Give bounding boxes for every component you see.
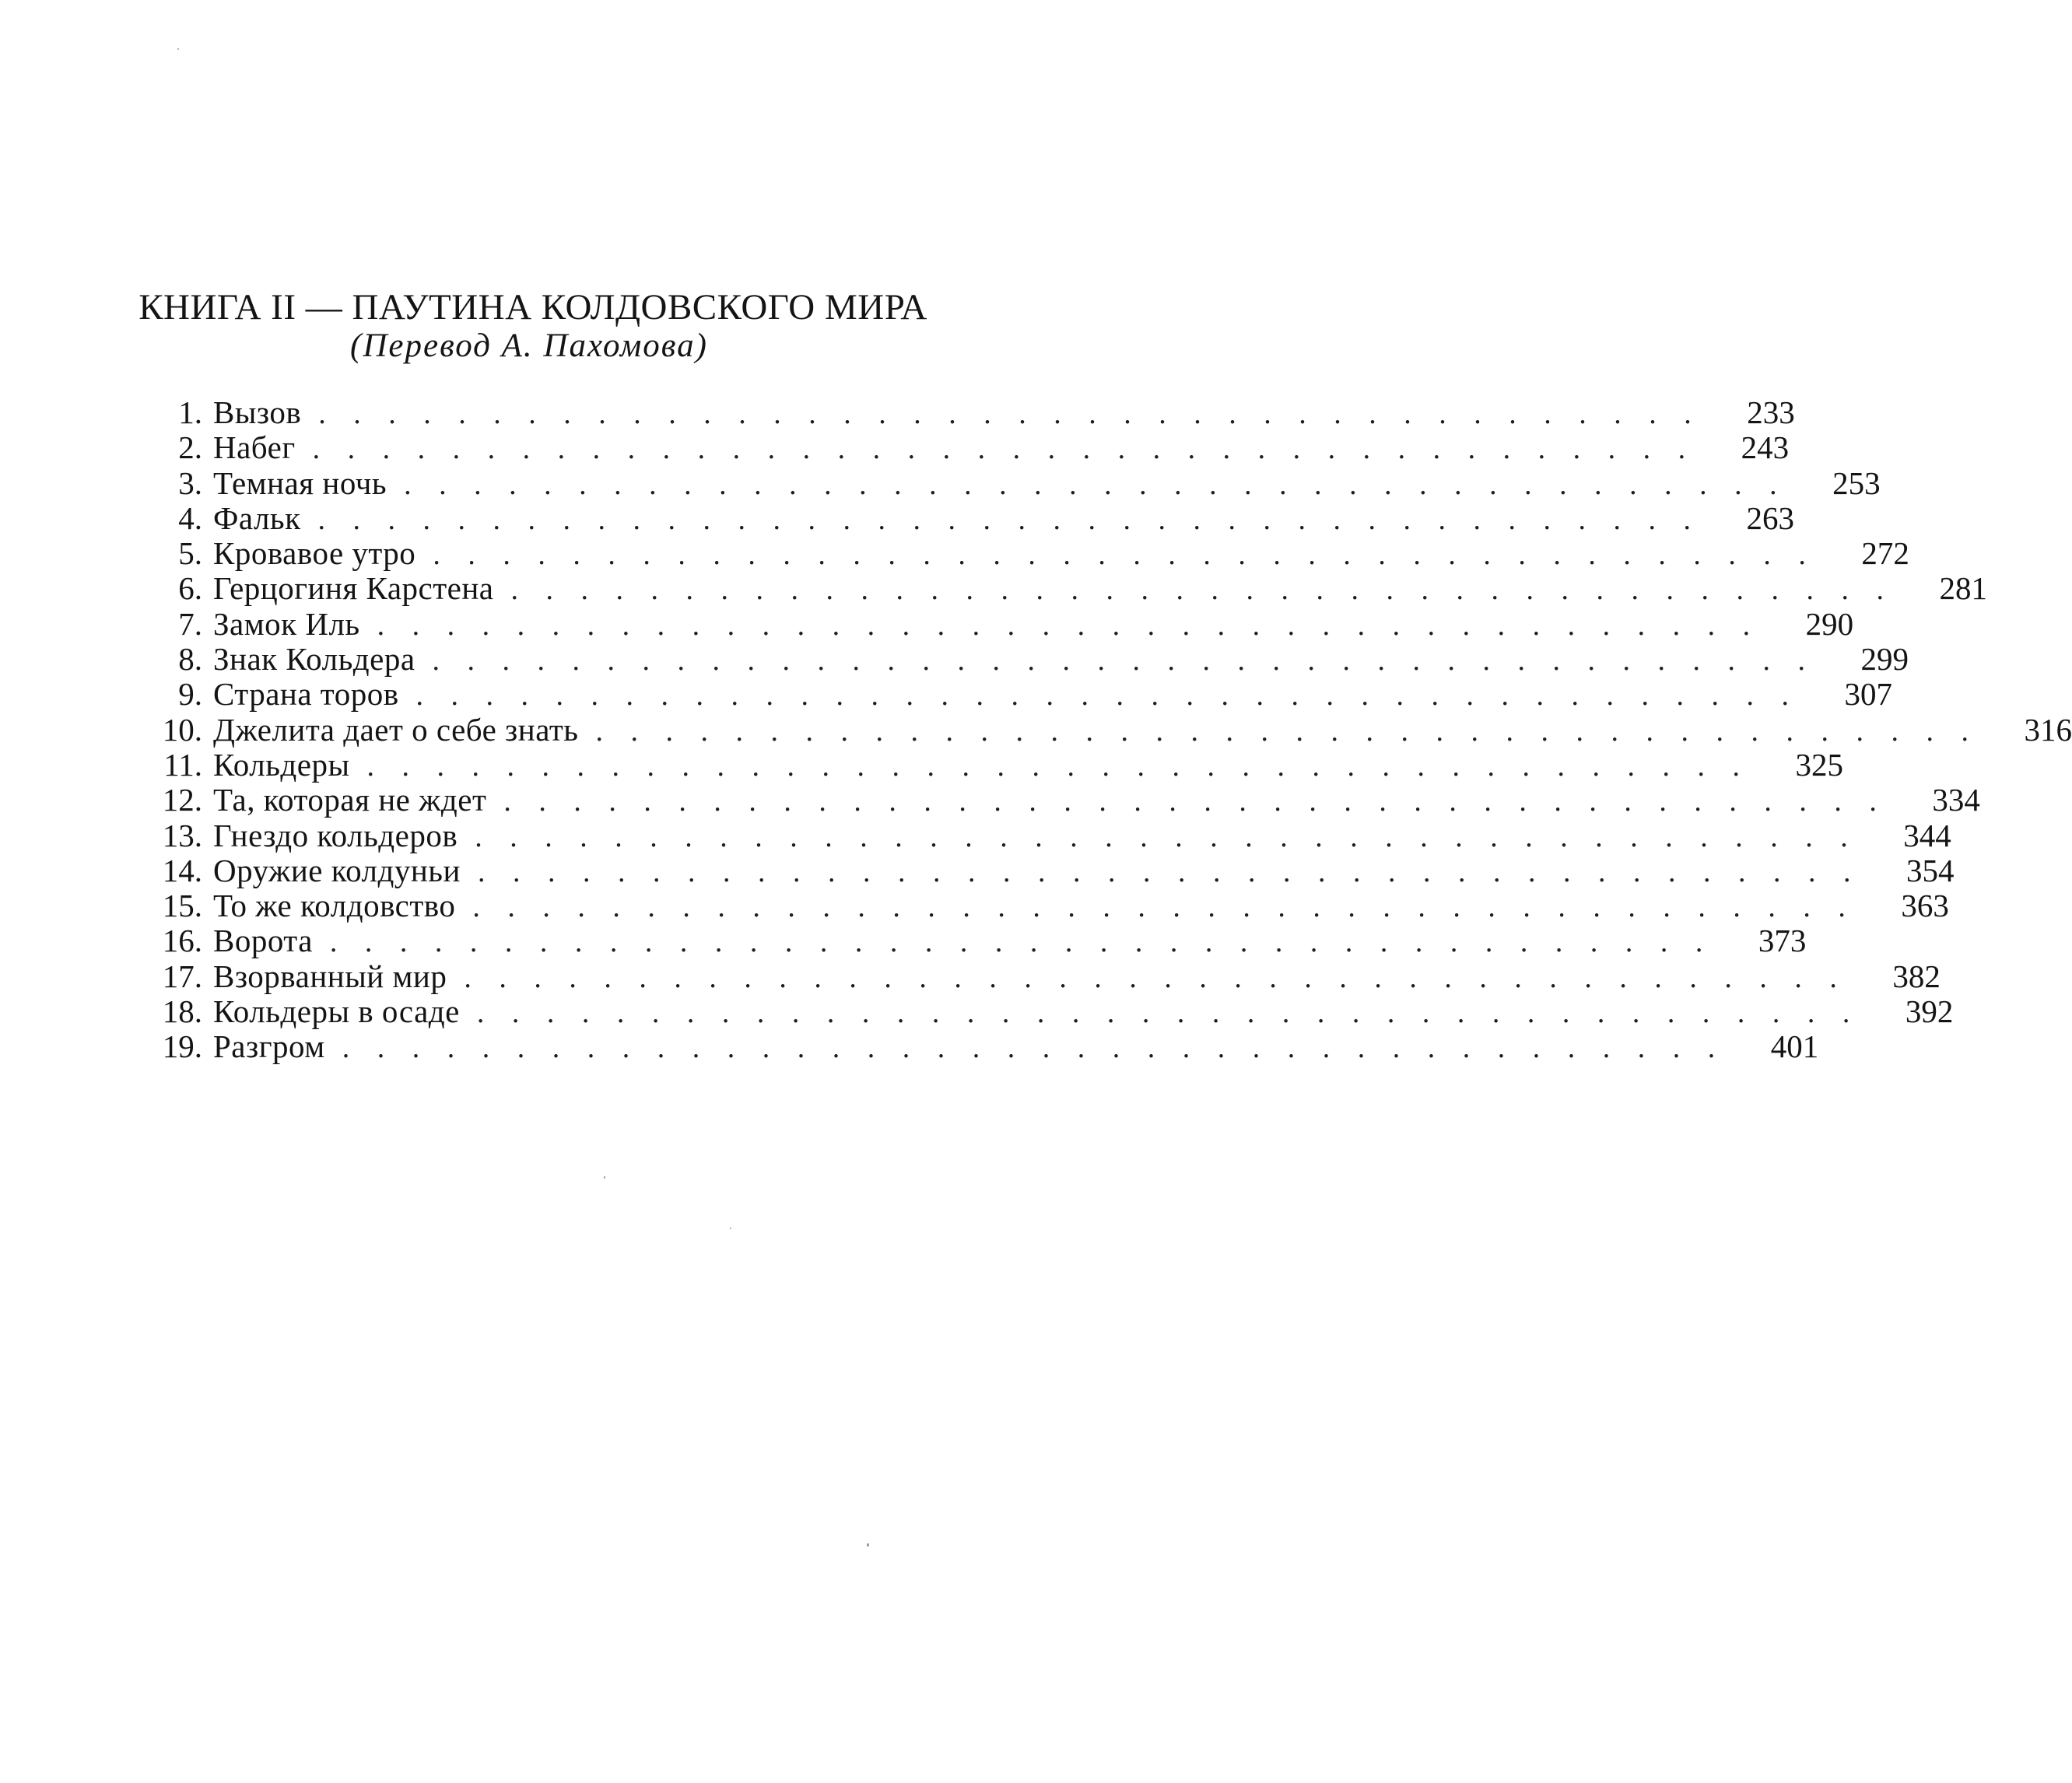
dot-leader: . . . . . . . . . . . . . . . . . . . . . . . . . . . . . . . . . . . . . . . . — [318, 398, 1702, 430]
toc-entry-title: Герцогиня Карстена — [213, 570, 494, 607]
dot-leader: . . . . . . . . . . . . . . . . . . . . . . . . . . . . . . . . . . . . . . . . — [476, 997, 1860, 1030]
toc-entry-page: 272 — [1861, 535, 1909, 572]
toc-entry-page: 401 — [1770, 1028, 1819, 1065]
dot-leader: . . . . . . . . . . . . . . . . . . . . . . . . . . . . . . . . . . . . . . . . — [595, 714, 1979, 748]
scan-speck — [604, 1176, 605, 1179]
toc-entry-page: 263 — [1746, 499, 1795, 536]
toc-entry-number: 6. — [178, 570, 202, 607]
toc-entry-title: Кольдеры — [213, 746, 350, 783]
toc-entry-title: Вызов — [213, 394, 302, 430]
toc-entry-number: 3. — [178, 464, 202, 501]
dot-leader: . . . . . . . . . . . . . . . . . . . . . . . . . . . . . . . . . . . . . . . . — [503, 785, 1887, 818]
dot-leader: . . . . . . . . . . . . . . . . . . . . . . . . . . . . . . . . . . . . . . . . — [366, 749, 1751, 783]
toc-entry — [148, 711, 2072, 748]
toc-entry — [148, 888, 1949, 924]
toc-entry — [148, 429, 1790, 466]
toc-entry-number: 4. — [178, 499, 202, 536]
table-of-contents — [148, 394, 2072, 1065]
scan-speck — [177, 48, 179, 50]
dot-leader: . . . . . . . . . . . . . . . . . . . . . . . . . . . . . . . . . . . . . . . . — [342, 1032, 1726, 1065]
book-title: КНИГА II — ПАУТИНА КОЛДОВСКОГО МИРА — [138, 287, 927, 328]
dot-leader: . . . . . . . . . . . . . . . . . . . . . . . . . . . . . . . . . . . . . . . . — [329, 926, 1713, 959]
toc-entry-title: Ворота — [213, 923, 313, 959]
dot-leader: . . . . . . . . . . . . . . . . . . . . . . . . . . . . . . . . . . . . . . . . — [377, 608, 1761, 642]
toc-entry — [148, 464, 1881, 501]
toc-entry-page: 382 — [1892, 958, 1941, 994]
toc-entry-page: 363 — [1901, 888, 1949, 924]
toc-entry-title: Темная ночь — [213, 464, 387, 501]
toc-entry-title: Фальк — [213, 499, 301, 536]
toc-entry-title: То же колдовство — [213, 888, 456, 924]
toc-entry — [148, 535, 1909, 572]
toc-entry-page: 316 — [2024, 711, 2072, 748]
toc-entry — [148, 958, 1941, 994]
toc-entry-title: Взорванный мир — [213, 958, 447, 994]
scan-speck — [867, 1543, 869, 1547]
toc-entry — [148, 852, 1955, 888]
toc-entry-page: 281 — [1939, 570, 1987, 607]
toc-entry-number: 11. — [163, 746, 202, 783]
toc-entry-title: Знак Кольдера — [213, 641, 415, 678]
dot-leader: . . . . . . . . . . . . . . . . . . . . . . . . . . . . . . . . . . . . . . . . — [432, 644, 1816, 678]
toc-entry-number: 13. — [162, 817, 202, 853]
toc-entry-number: 15. — [162, 888, 202, 924]
toc-entry-title: Джелита дает о себе знать — [213, 711, 579, 748]
toc-entry-title: Набег — [213, 429, 296, 466]
toc-entry-page: 243 — [1741, 429, 1790, 466]
dot-leader: . . . . . . . . . . . . . . . . . . . . . . . . . . . . . . . . . . . . . . . . — [472, 891, 1856, 924]
toc-entry-page: 354 — [1905, 852, 1955, 888]
toc-entry-number: 10. — [162, 711, 202, 748]
dot-leader: . . . . . . . . . . . . . . . . . . . . . . . . . . . . . . . . . . . . . . . . — [317, 503, 1702, 536]
toc-entry-page: 325 — [1795, 746, 1844, 783]
toc-entry — [148, 993, 1954, 1030]
toc-entry — [148, 923, 1807, 959]
toc-entry-number: 17. — [162, 958, 202, 994]
toc-entry-number: 19. — [162, 1028, 202, 1065]
toc-entry — [148, 1028, 1819, 1065]
dot-leader: . . . . . . . . . . . . . . . . . . . . . . . . . . . . . . . . . . . . . . . . — [475, 820, 1858, 853]
toc-entry-title: Та, которая не ждет — [213, 782, 487, 818]
toc-entry — [148, 570, 1987, 607]
dot-leader: . . . . . . . . . . . . . . . . . . . . . . . . . . . . . . . . . . . . . . . . — [433, 538, 1816, 572]
toc-entry-number: 1. — [178, 394, 202, 430]
toc-entry-number: 16. — [162, 923, 202, 959]
toc-entry-page: 344 — [1903, 817, 1951, 853]
toc-entry — [148, 782, 1980, 818]
dot-leader: . . . . . . . . . . . . . . . . . . . . . . . . . . . . . . . . . . . . . . . . — [312, 433, 1696, 466]
toc-entry — [148, 641, 1909, 678]
toc-entry-page: 392 — [1905, 993, 1954, 1030]
toc-entry-number: 18. — [162, 993, 202, 1030]
dot-leader: . . . . . . . . . . . . . . . . . . . . . . . . . . . . . . . . . . . . . . . . — [404, 468, 1787, 501]
toc-entry-page: 290 — [1805, 605, 1854, 642]
toc-entry-number: 7. — [178, 605, 202, 642]
toc-entry-page: 233 — [1747, 394, 1795, 430]
toc-entry-title: Кровавое утро — [213, 535, 416, 572]
toc-entry-number: 8. — [178, 641, 202, 678]
scan-speck — [730, 1228, 731, 1229]
toc-entry — [148, 817, 1951, 853]
toc-entry-title: Разгром — [213, 1028, 325, 1065]
translator-credit: (Перевод А. Пахомова) — [350, 328, 708, 364]
toc-entry-page: 307 — [1844, 676, 1893, 713]
toc-entry — [148, 499, 1795, 536]
toc-entry-number: 2. — [178, 429, 202, 466]
toc-entry-title: Гнездо кольдеров — [213, 817, 458, 853]
toc-entry-title: Кольдеры в осаде — [213, 993, 460, 1030]
toc-entry-title: Замок Иль — [213, 605, 360, 642]
toc-entry-page: 334 — [1932, 782, 1980, 818]
toc-entry-page: 373 — [1758, 923, 1807, 959]
toc-entry — [148, 605, 1854, 642]
toc-entry-page: 299 — [1860, 641, 1909, 678]
toc-entry — [148, 394, 1795, 430]
toc-entry-number: 5. — [178, 535, 202, 572]
dot-leader: . . . . . . . . . . . . . . . . . . . . . . . . . . . . . . . . . . . . . . . . — [464, 961, 1847, 994]
toc-entry-number: 14. — [162, 852, 202, 888]
toc-entry — [148, 746, 1844, 783]
dot-leader: . . . . . . . . . . . . . . . . . . . . . . . . . . . . . . . . . . . . . . . . — [477, 855, 1861, 888]
dot-leader: . . . . . . . . . . . . . . . . . . . . . . . . . . . . . . . . . . . . . . . . — [510, 573, 1894, 607]
toc-entry-number: 12. — [162, 782, 202, 818]
toc-entry — [148, 676, 1893, 713]
dot-leader: . . . . . . . . . . . . . . . . . . . . . . . . . . . . . . . . . . . . . . . . — [415, 679, 1800, 713]
toc-entry-page: 253 — [1832, 464, 1881, 501]
toc-entry-title: Страна торов — [213, 676, 399, 713]
toc-entry-title: Оружие колдуньи — [213, 852, 461, 888]
toc-entry-number: 9. — [178, 676, 202, 713]
